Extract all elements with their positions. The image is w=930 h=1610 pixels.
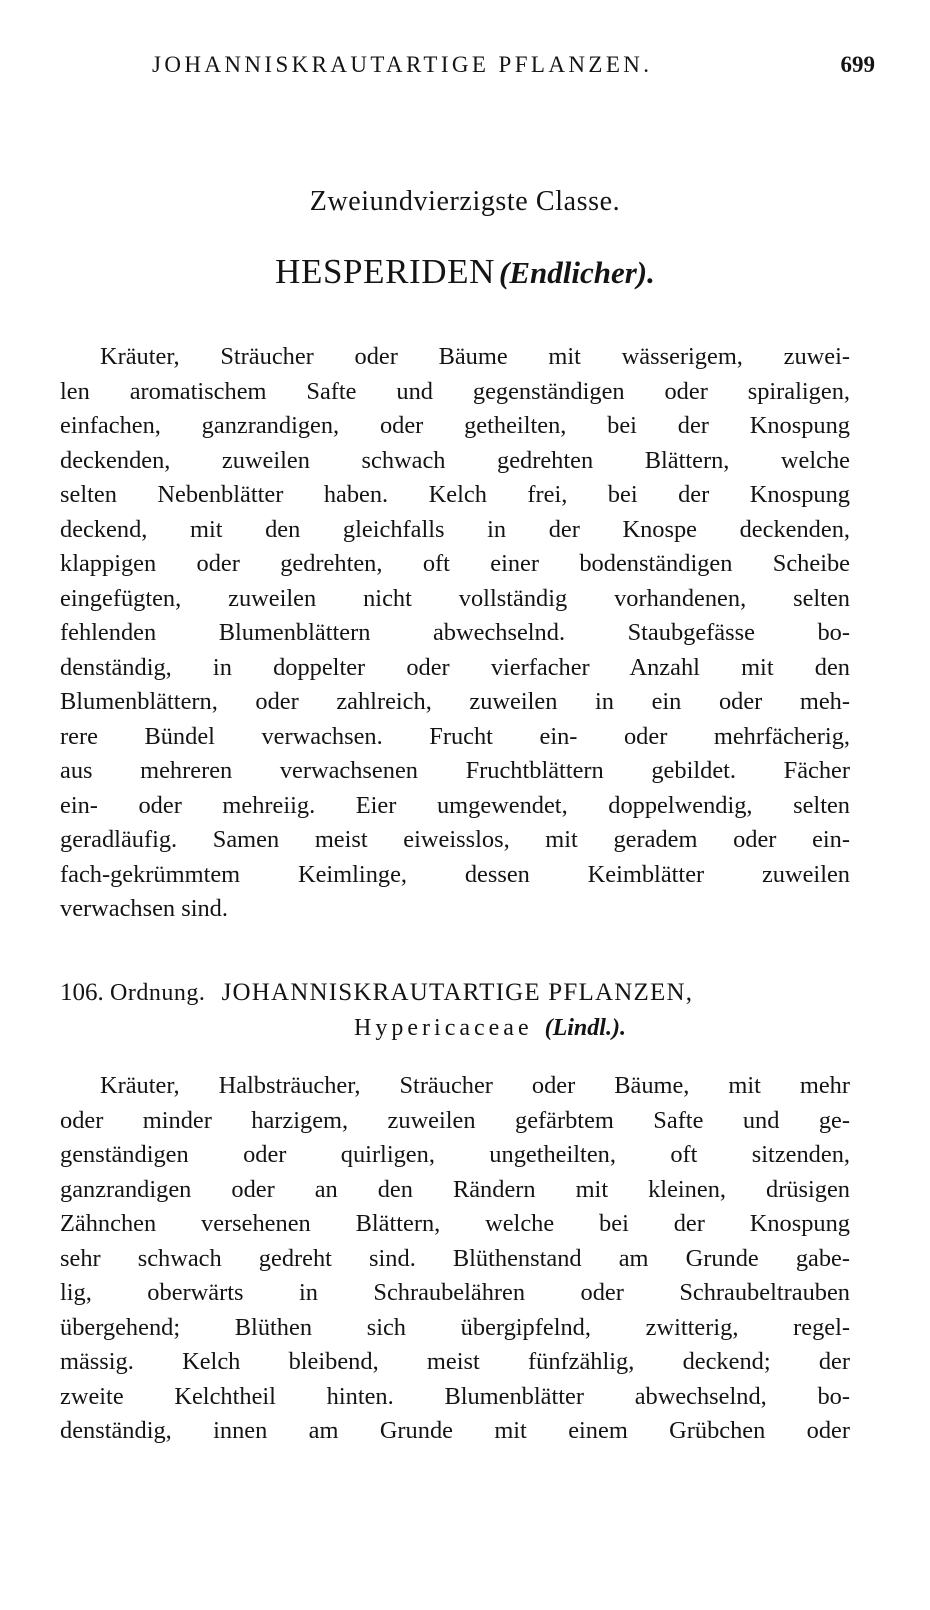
text-line: len aromatischem Safte und gegenständigen oder spiraligen, (60, 377, 850, 405)
running-title: JOHANNISKRAUTARTIGE PFLANZEN. (152, 52, 653, 77)
text-line: sehr schwach gedreht sind. Blüthenstand am Grunde gabe- (60, 1244, 850, 1272)
text-line: Kräuter, Halbsträucher, Sträucher oder Bäume, mit mehr (100, 1072, 850, 1099)
class-description-paragraph (60, 340, 850, 927)
text-line: deckenden, zuweilen schwach gedrehten Blättern, welche (60, 446, 850, 474)
text-line: übergehend; Blüthen sich übergipfelnd, zwitterig, regel- (60, 1313, 850, 1341)
text-line: lig, oberwärts in Schraubelähren oder Schraubeltrauben (60, 1279, 850, 1306)
text-line: ganzrandigen oder an den Rändern mit kleinen, drüsigen (60, 1175, 850, 1203)
text-line: Kräuter, Sträucher oder Bäume mit wässerigem, zuwei- (100, 343, 850, 370)
page-number: 699 (840, 52, 875, 77)
class-name-heading (0, 252, 930, 292)
text-line: einfachen, ganzrandigen, oder getheilten, bei der Knospung (60, 412, 850, 439)
text-line: deckend, mit den gleichfalls in der Knospe deckenden, (60, 515, 850, 543)
order-number: 106. (60, 979, 104, 1006)
class-name: HESPERIDEN (275, 252, 496, 291)
text-line: geradläufig. Samen meist eiweisslos, mit geradem oder ein- (60, 826, 850, 853)
class-heading: Zweiundvierzigste Classe. (309, 186, 621, 217)
order-heading (60, 975, 850, 1045)
text-line: genständigen oder quirligen, ungetheilten, oft sitzenden, (60, 1141, 850, 1168)
order-author: (Lindl.). (544, 1015, 626, 1041)
class-author: (Endlicher). (499, 255, 655, 290)
order-label: Ordnung. (110, 980, 206, 1006)
text-line: zweite Kelchtheil hinten. Blumenblätter abwechselnd, bo- (60, 1382, 850, 1410)
text-line: rere Bündel verwachsen. Frucht ein- oder mehrfächerig, (60, 722, 850, 750)
text-line: mässig. Kelch bleibend, meist fünfzählig, deckend; der (60, 1348, 850, 1375)
order-latin-name: Hypericaceae (354, 1015, 533, 1041)
order-name: JOHANNISKRAUTARTIGE PFLANZEN, (221, 979, 694, 1006)
text-line: denständig, in doppelter oder vierfacher Anzahl mit den (60, 653, 850, 681)
text-line: klappigen oder gedrehten, oft einer bodenständigen Scheibe (60, 550, 850, 577)
text-line: aus mehreren verwachsenen Fruchtblättern gebildet. Fächer (60, 757, 850, 784)
text-line: selten Nebenblätter haben. Kelch frei, bei der Knospung (60, 481, 850, 508)
text-line: fehlenden Blumenblättern abwechselnd. Staubgefässe bo- (60, 619, 850, 646)
text-line: fach-gekrümmtem Keimlinge, dessen Keimblätter zuweilen (60, 860, 850, 888)
text-line: Zähnchen versehenen Blättern, welche bei der Knospung (60, 1210, 850, 1237)
text-line: oder minder harzigem, zuweilen gefärbtem Safte und ge- (60, 1106, 850, 1134)
order-title-line (60, 975, 850, 1011)
text-line: ein- oder mehreiig. Eier umgewendet, doppelwendig, selten (60, 791, 850, 819)
text-line: verwachsen sind. (60, 895, 228, 922)
text-line: denständig, innen am Grunde mit einem Grübchen oder (60, 1417, 850, 1444)
order-latin-line (60, 1011, 850, 1045)
text-line: Blumenblättern, oder zahlreich, zuweilen in ein oder meh- (60, 688, 850, 715)
text-line: eingefügten, zuweilen nicht vollständig vorhandenen, selten (60, 584, 850, 612)
order-description-paragraph (60, 1069, 850, 1449)
running-head (60, 52, 875, 86)
